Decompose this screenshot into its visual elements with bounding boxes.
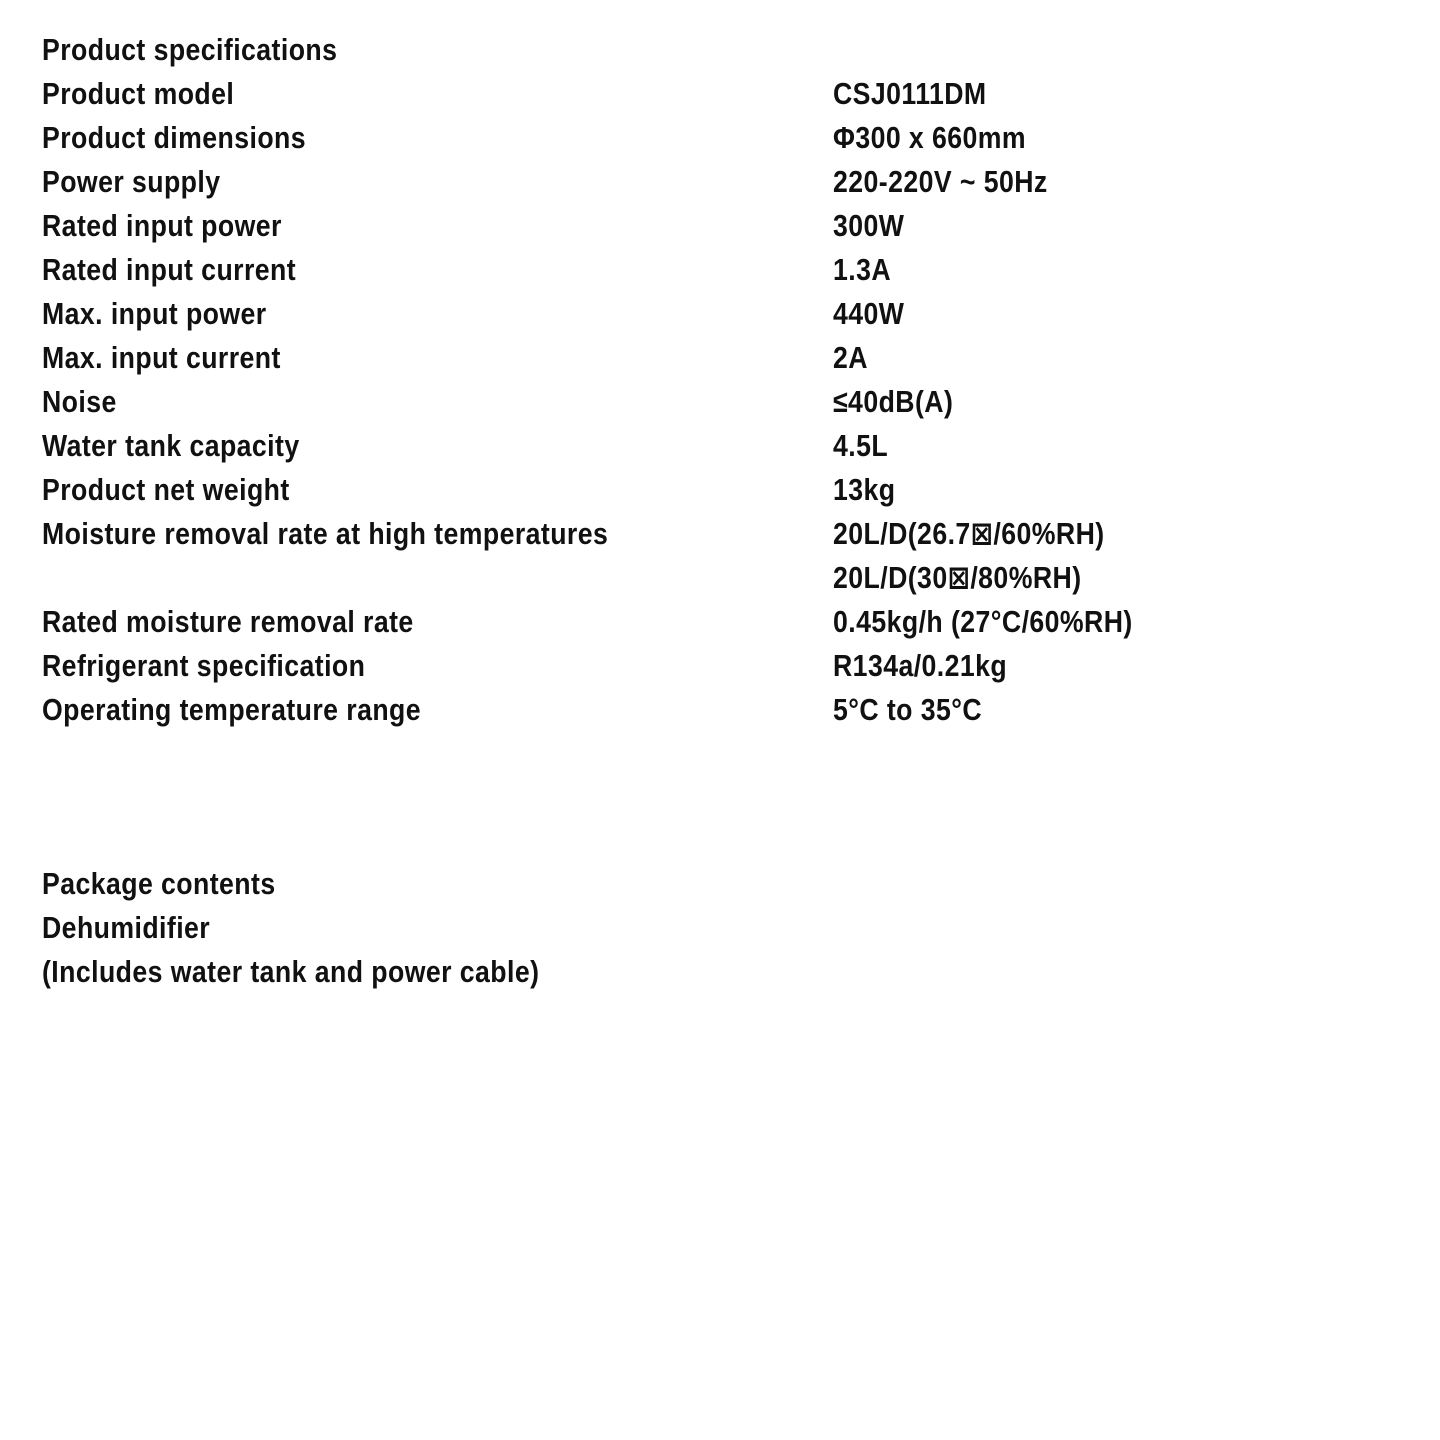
spec-value-max-current: 2A bbox=[833, 340, 868, 375]
spec-value-rated-moisture: 0.45kg/h (27°C/60%RH) bbox=[833, 604, 1133, 639]
spec-label-tank: Water tank capacity bbox=[42, 428, 300, 463]
spec-value-dimensions: Φ300 x 660mm bbox=[833, 120, 1027, 155]
spec-label-refrigerant: Refrigerant specification bbox=[42, 648, 366, 683]
spec-value-model: CSJ0111DM bbox=[833, 76, 987, 111]
spec-value-temp-range: 5°C to 35°C bbox=[833, 692, 983, 727]
spec-value-moisture-high-1: 20L/D(26.7⊠/60%RH) bbox=[833, 516, 1105, 551]
spec-label-rated-power: Rated input power bbox=[42, 208, 282, 243]
spec-label-noise: Noise bbox=[42, 384, 117, 419]
spec-label-rated-current: Rated input current bbox=[42, 252, 297, 287]
spec-label-model: Product model bbox=[42, 76, 235, 111]
specs-title: Product specifications bbox=[42, 32, 338, 67]
spec-value-weight: 13kg bbox=[833, 472, 896, 507]
spec-label-max-current: Max. input current bbox=[42, 340, 281, 375]
spec-value-refrigerant: R134a/0.21kg bbox=[833, 648, 1008, 683]
spec-label-weight: Product net weight bbox=[42, 472, 290, 507]
spec-label-rated-moisture: Rated moisture removal rate bbox=[42, 604, 414, 639]
package-item: Dehumidifier bbox=[42, 910, 211, 945]
spec-value-moisture-high-2: 20L/D(30⊠/80%RH) bbox=[833, 560, 1082, 595]
package-item-note: (Includes water tank and power cable) bbox=[42, 954, 540, 989]
spec-label-max-power: Max. input power bbox=[42, 296, 267, 331]
spec-label-power-supply: Power supply bbox=[42, 164, 221, 199]
spec-label-dimensions: Product dimensions bbox=[42, 120, 307, 155]
spec-value-power-supply: 220-220V ~ 50Hz bbox=[833, 164, 1048, 199]
spec-label-moisture-high: Moisture removal rate at high temperatures bbox=[42, 516, 609, 551]
package-title: Package contents bbox=[42, 866, 276, 901]
spec-label-temp-range: Operating temperature range bbox=[42, 692, 422, 727]
spec-value-rated-current: 1.3A bbox=[833, 252, 892, 287]
spec-value-rated-power: 300W bbox=[833, 208, 905, 243]
spec-value-tank: 4.5L bbox=[833, 428, 889, 463]
spec-value-max-power: 440W bbox=[833, 296, 905, 331]
spec-value-noise: ≤40dB(A) bbox=[833, 384, 954, 419]
